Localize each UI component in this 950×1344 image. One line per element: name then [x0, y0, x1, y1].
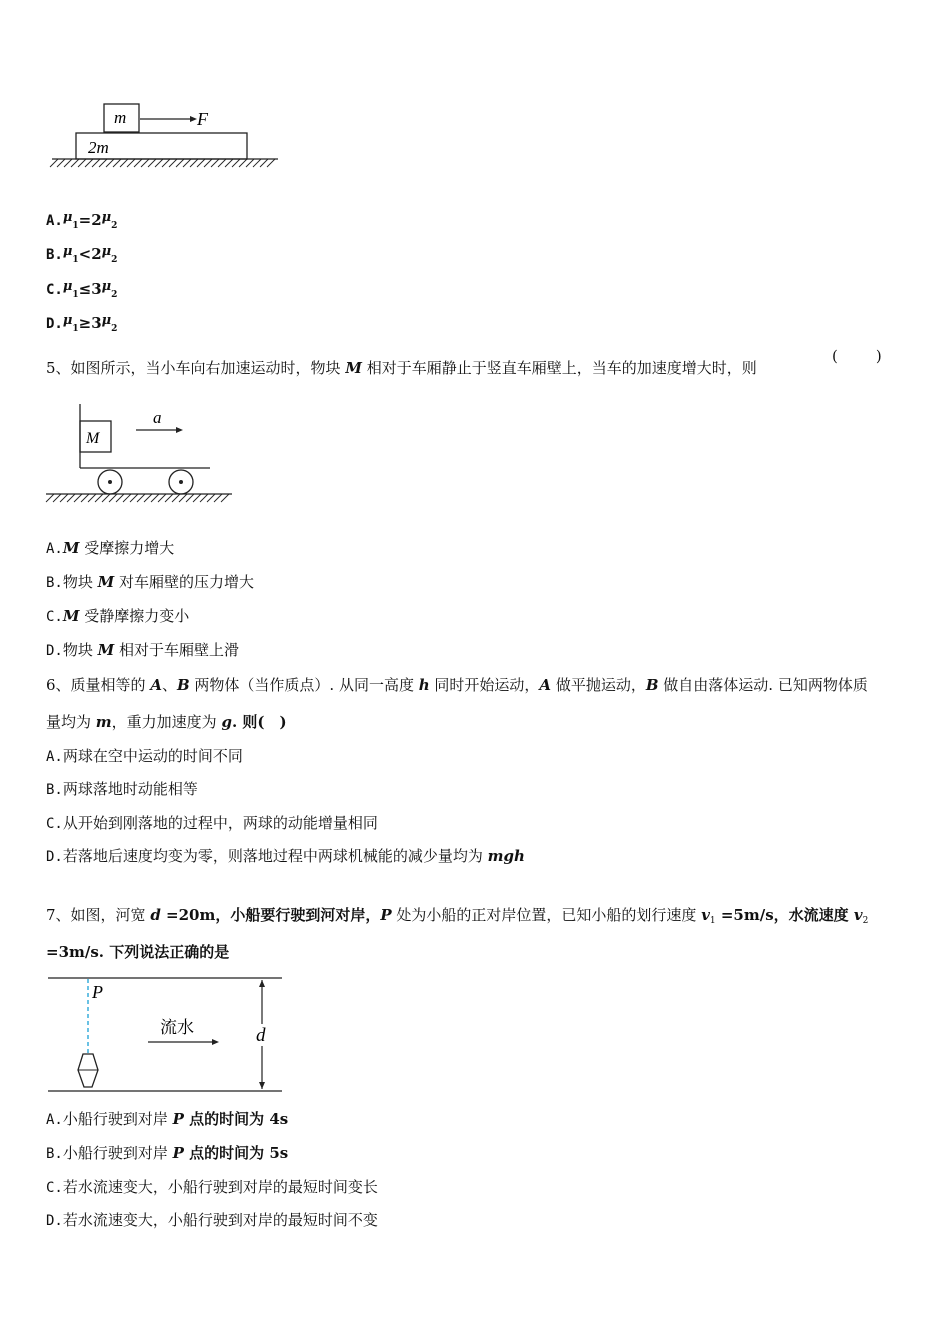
- q5-answer-blank: [832, 346, 882, 366]
- option-text: 受静摩擦力变小: [79, 607, 190, 625]
- option-letter: D.: [46, 849, 63, 865]
- q5-var-m: M: [345, 359, 362, 377]
- ground-hatch: [214, 494, 222, 502]
- ground-hatch: [134, 159, 142, 167]
- q6-stem-line-1: [46, 675, 868, 695]
- ground-hatch: [78, 159, 86, 167]
- q6-var: B: [645, 676, 659, 694]
- q5-text-1: 5、如图所示，当小车向右加速运动时，物块: [46, 359, 346, 377]
- option-letter: B.: [46, 782, 63, 798]
- q6-var: A: [539, 676, 552, 694]
- q6-option-c[interactable]: [46, 813, 378, 834]
- option-text: 若水流速变大，小船行驶到对岸的最短时间不变: [62, 1211, 378, 1229]
- option-letter: C.: [46, 282, 63, 298]
- relation: ≥3: [78, 314, 102, 332]
- option-var: M: [97, 641, 115, 659]
- figure-block-on-board: [40, 95, 290, 180]
- ground-hatch: [211, 159, 219, 167]
- ground-hatch: [88, 494, 96, 502]
- option-letter: B.: [46, 575, 63, 591]
- ground-hatch: [176, 159, 184, 167]
- block-m-label: m: [114, 108, 127, 127]
- q7-var: v: [701, 906, 710, 924]
- ground-hatch: [260, 159, 268, 167]
- option-letter: D.: [46, 643, 63, 659]
- q7-option-a[interactable]: [46, 1109, 288, 1130]
- ground-hatch: [253, 159, 261, 167]
- water-flow-label: 流水: [160, 1018, 194, 1037]
- q7-var: d: [150, 906, 161, 924]
- ground-hatch: [64, 159, 72, 167]
- width-d-label: d: [256, 1025, 266, 1046]
- q4-option-c[interactable]: [46, 277, 117, 305]
- ground-hatch: [99, 159, 107, 167]
- option-text: 物块: [62, 641, 98, 659]
- ground-hatch: [81, 494, 89, 502]
- ground-hatch: [102, 494, 110, 502]
- option-var: mgh: [487, 847, 525, 865]
- option-text: 对车厢壁的压力增大: [114, 573, 255, 591]
- figure-river: [40, 970, 300, 1100]
- q6-text: . 则( ): [231, 713, 287, 731]
- mu-symbol: μ: [62, 313, 73, 328]
- option-text: 小船行驶到对岸: [62, 1144, 173, 1162]
- ground-hatch: [165, 494, 173, 502]
- ground-hatch: [85, 159, 93, 167]
- q4-option-b[interactable]: [46, 242, 117, 270]
- ground-hatch: [232, 159, 240, 167]
- block-M-label: M: [86, 430, 100, 447]
- q6-text: ，重力加速度为: [111, 713, 222, 731]
- subscript: 1: [709, 916, 716, 926]
- q6-option-d[interactable]: [46, 846, 525, 867]
- option-var: M: [62, 539, 80, 557]
- q6-var: h: [418, 676, 430, 694]
- option-letter: A.: [46, 541, 63, 557]
- q6-var: g: [221, 713, 232, 731]
- ground-hatch: [197, 159, 205, 167]
- q4-option-d[interactable]: [46, 311, 117, 339]
- ground-hatch: [246, 159, 254, 167]
- ground-hatch: [46, 494, 54, 502]
- q6-text: 同时开始运动，: [429, 676, 540, 694]
- subscript: 1: [72, 290, 79, 300]
- force-label: F: [197, 109, 208, 129]
- ground-hatch: [92, 159, 100, 167]
- mu-symbol: μ: [62, 244, 73, 259]
- ground-hatch: [186, 494, 194, 502]
- subscript: 1: [72, 324, 79, 334]
- ground-hatch: [267, 159, 275, 167]
- subscript: 1: [72, 255, 79, 265]
- option-text: 受摩擦力增大: [79, 539, 175, 557]
- ground-hatch: [204, 159, 212, 167]
- ground-hatch: [190, 159, 198, 167]
- ground-hatch: [113, 159, 121, 167]
- ground-hatch: [71, 159, 79, 167]
- q6-text: 做平抛运动，: [551, 676, 646, 694]
- ground-hatch: [137, 494, 145, 502]
- q7-option-c[interactable]: [46, 1177, 378, 1198]
- board-2m-label: 2m: [88, 138, 109, 157]
- q7-stem-line-2: =3m/s. 下列说法正确的是: [46, 943, 230, 961]
- option-var: P: [172, 1110, 184, 1128]
- ground-hatch: [141, 159, 149, 167]
- option-letter: B.: [46, 1146, 63, 1162]
- figure-cart: [40, 398, 240, 508]
- option-text: 物块: [62, 573, 98, 591]
- q6-text: 、: [161, 676, 177, 694]
- ground-hatch: [116, 494, 124, 502]
- option-text: 两球落地时动能相等: [62, 780, 198, 798]
- ground-hatch: [57, 159, 65, 167]
- ground-hatch: [225, 159, 233, 167]
- ground-hatch: [60, 494, 68, 502]
- q5-option-b[interactable]: [46, 572, 254, 593]
- option-letter: C.: [46, 1180, 63, 1196]
- ground-hatch: [120, 159, 128, 167]
- option-var: M: [62, 607, 80, 625]
- option-text: 从开始到刚落地的过程中，两球的动能增量相同: [62, 814, 378, 832]
- option-text: 点的时间为 4s: [183, 1110, 289, 1128]
- option-letter: A.: [46, 213, 63, 229]
- option-letter: C.: [46, 609, 63, 625]
- ground-hatch: [183, 159, 191, 167]
- q6-var: A: [150, 676, 162, 694]
- ground-hatch: [130, 494, 138, 502]
- q5-option-c[interactable]: [46, 606, 189, 627]
- ground-hatch: [148, 159, 156, 167]
- q7-var: v: [853, 906, 863, 924]
- q7-option-d[interactable]: [46, 1210, 378, 1231]
- q6-text: 6、质量相等的: [46, 676, 151, 694]
- mu-symbol: μ: [101, 313, 112, 328]
- ground-hatch: [144, 494, 152, 502]
- q7-var: P: [380, 906, 392, 924]
- ground-hatch: [158, 494, 166, 502]
- mu-symbol: μ: [62, 279, 73, 294]
- q5-option-a[interactable]: [46, 538, 174, 559]
- ground-hatch: [50, 159, 58, 167]
- option-text: 若水流速变大，小船行驶到对岸的最短时间变长: [62, 1178, 378, 1196]
- q4-option-a[interactable]: [46, 208, 117, 236]
- subscript: 2: [862, 916, 869, 926]
- q7-text: =20m，小船要行驶到河对岸，: [160, 906, 381, 924]
- option-text: 小船行驶到对岸: [62, 1110, 173, 1128]
- ground-hatch: [169, 159, 177, 167]
- mu-symbol: μ: [62, 210, 73, 225]
- ground-hatch: [123, 494, 131, 502]
- q5-option-d[interactable]: [46, 640, 239, 661]
- ground-hatch: [172, 494, 180, 502]
- q6-stem-line-2: [46, 712, 287, 732]
- q6-text: 两物体（当作质点）. 从同一高度: [189, 676, 419, 694]
- q7-text: 处为小船的正对岸位置，已知小船的划行速度: [391, 906, 702, 924]
- q7-option-b[interactable]: [46, 1143, 288, 1164]
- ground-hatch: [221, 494, 229, 502]
- ground-hatch: [179, 494, 187, 502]
- ground-hatch: [155, 159, 163, 167]
- ground-hatch: [127, 159, 135, 167]
- mu-symbol: μ: [101, 279, 112, 294]
- mu-symbol: μ: [101, 210, 112, 225]
- ground-hatch: [162, 159, 170, 167]
- ground-hatch: [74, 494, 82, 502]
- subscript: 2: [111, 255, 118, 265]
- ground-hatch: [109, 494, 117, 502]
- subscript: 2: [111, 221, 118, 231]
- ground-hatch: [193, 494, 201, 502]
- option-letter: A.: [46, 749, 63, 765]
- ground-hatch: [106, 159, 114, 167]
- ground-hatch: [151, 494, 159, 502]
- q5-text-2: 相对于车厢静止于竖直车厢壁上，当车的加速度增大时，则: [361, 359, 757, 377]
- q7-text: =5m/s，水流速度: [715, 906, 854, 924]
- ground-hatch: [239, 159, 247, 167]
- accel-label: a: [153, 408, 162, 427]
- ground-hatch: [218, 159, 226, 167]
- subscript: 2: [111, 290, 118, 300]
- paren-open: (: [832, 347, 838, 365]
- ground-hatch: [53, 494, 61, 502]
- option-letter: D.: [46, 1213, 63, 1229]
- mu-symbol: μ: [101, 244, 112, 259]
- option-text: 相对于车厢壁上滑: [114, 641, 240, 659]
- option-var: P: [172, 1144, 184, 1162]
- option-text: 点的时间为 5s: [183, 1144, 289, 1162]
- q6-option-b[interactable]: [46, 779, 198, 800]
- q6-option-a[interactable]: [46, 746, 243, 767]
- relation: ≤3: [78, 280, 102, 298]
- ground-hatch: [95, 494, 103, 502]
- subscript: 2: [111, 324, 118, 334]
- ground-hatch: [207, 494, 215, 502]
- option-text: 两球在空中运动的时间不同: [62, 747, 243, 765]
- point-p-label: P: [92, 982, 103, 1002]
- option-letter: A.: [46, 1112, 63, 1128]
- option-letter: D.: [46, 316, 63, 332]
- q6-var: B: [176, 676, 190, 694]
- q6-var: m: [95, 713, 112, 731]
- option-text: 若落地后速度均变为零，则落地过程中两球机械能的减少量均为: [62, 847, 488, 865]
- q7-stem-line-1: [46, 905, 868, 931]
- option-var: M: [97, 573, 115, 591]
- ground-hatch: [200, 494, 208, 502]
- q6-text: 量均为: [46, 713, 96, 731]
- ground-hatch: [67, 494, 75, 502]
- option-letter: C.: [46, 816, 63, 832]
- relation: <2: [78, 245, 102, 263]
- relation: =2: [78, 211, 102, 229]
- option-letter: B.: [46, 247, 63, 263]
- q7-text: 7、如图，河宽: [46, 906, 151, 924]
- paren-close: ): [875, 347, 882, 365]
- subscript: 1: [72, 221, 79, 231]
- q6-text: 做自由落体运动. 已知两物体质: [658, 676, 868, 694]
- q5-stem: [46, 358, 757, 378]
